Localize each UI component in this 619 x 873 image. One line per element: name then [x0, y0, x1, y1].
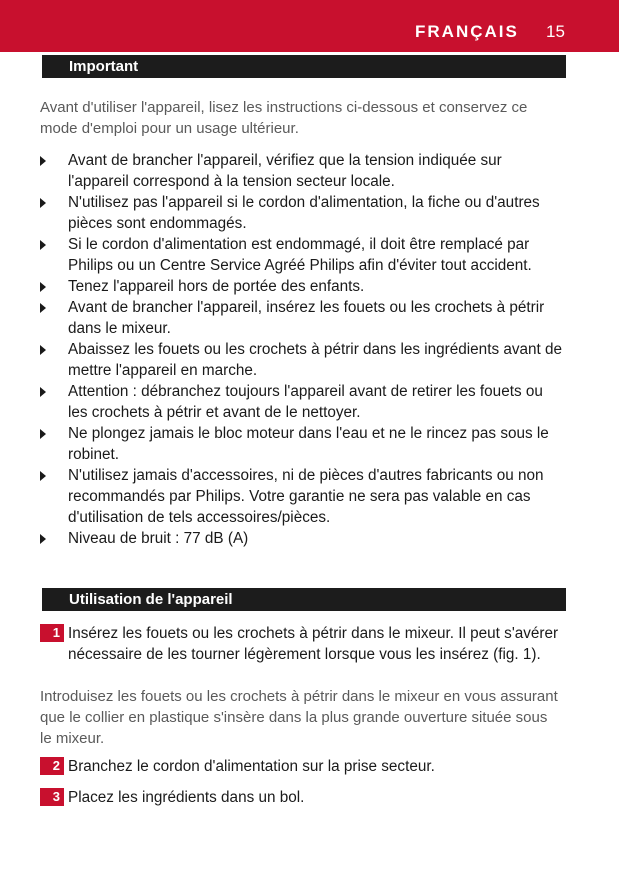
list-item-text: Si le cordon d'alimentation est endommagé, il doit être remplacé par Philips ou un Centre Service Agréé Philips afin d'éviter tout accident.	[68, 236, 532, 274]
list-item-text: Tenez l'appareil hors de portée des enfants.	[68, 278, 365, 295]
bullet-icon	[40, 198, 46, 208]
section-header-usage: Utilisation de l'appareil	[42, 588, 566, 611]
list-item-text: Niveau de bruit : 77 dB (A)	[68, 530, 249, 547]
list-item-text: Attention : débranchez toujours l'appareil avant de retirer les fouets ou les crochets à pétrir et avant de le nettoyer.	[68, 383, 543, 421]
bullet-icon	[40, 534, 46, 544]
list-item	[40, 528, 564, 549]
list-item	[40, 297, 564, 339]
list-item	[40, 381, 564, 423]
step-2	[40, 756, 564, 777]
safety-list	[40, 150, 564, 549]
bullet-icon	[40, 429, 46, 439]
bullet-icon	[40, 156, 46, 166]
step-text: Placez les ingrédients dans un bol.	[68, 789, 305, 806]
step-text: Insérez les fouets ou les crochets à pétrir dans le mixeur. Il peut s'avérer nécessaire de les tourner légèrement lorsque vous les insérez (fig. 1).	[68, 625, 559, 663]
intro-paragraph: Avant d'utiliser l'appareil, lisez les instructions ci-dessous et conservez ce mode d'emploi pour un usage ultérieur.	[40, 99, 528, 137]
step-number-badge: 2	[40, 757, 64, 775]
list-item-text: Abaissez les fouets ou les crochets à pétrir dans les ingrédients avant de mettre l'appareil en marche.	[68, 341, 563, 379]
bullet-icon	[40, 240, 46, 250]
page-number: 15	[546, 22, 565, 41]
step-note: Introduisez les fouets ou les crochets à pétrir dans le mixeur en vous assurant que le collier en plastique s'insère dans la plus grande ouverture située sous le mixeur.	[40, 688, 558, 747]
language-label: FRANÇAIS	[415, 22, 519, 41]
list-item	[40, 192, 564, 234]
list-item	[40, 339, 564, 381]
step-number-badge: 1	[40, 624, 64, 642]
bullet-icon	[40, 387, 46, 397]
step-3	[40, 787, 564, 808]
section-header-important: Important	[42, 55, 566, 78]
bullet-icon	[40, 282, 46, 292]
list-item-text: N'utilisez pas l'appareil si le cordon d'alimentation, la fiche ou d'autres pièces sont endommagés.	[68, 194, 540, 232]
bullet-icon	[40, 303, 46, 313]
step-text: Branchez le cordon d'alimentation sur la prise secteur.	[68, 758, 435, 775]
list-item	[40, 234, 564, 276]
top-banner	[0, 0, 619, 52]
list-item	[40, 276, 564, 297]
list-item	[40, 423, 564, 465]
list-item	[40, 150, 564, 192]
step-number-badge: 3	[40, 788, 64, 806]
bullet-icon	[40, 471, 46, 481]
list-item-text: Avant de brancher l'appareil, insérez les fouets ou les crochets à pétrir dans le mixeur.	[68, 299, 545, 337]
list-item-text: N'utilisez jamais d'accessoires, ni de pièces d'autres fabricants ou non recommandés par Philips. Votre garantie ne sera pas valable en cas d'utilisation de tels accessoires/pièces.	[68, 467, 544, 526]
step-1	[40, 623, 564, 665]
list-item	[40, 465, 564, 528]
list-item-text: Avant de brancher l'appareil, vérifiez que la tension indiquée sur l'appareil correspond à la tension secteur locale.	[68, 152, 502, 190]
bullet-icon	[40, 345, 46, 355]
list-item-text: Ne plongez jamais le bloc moteur dans l'eau et ne le rincez pas sous le robinet.	[68, 425, 549, 463]
